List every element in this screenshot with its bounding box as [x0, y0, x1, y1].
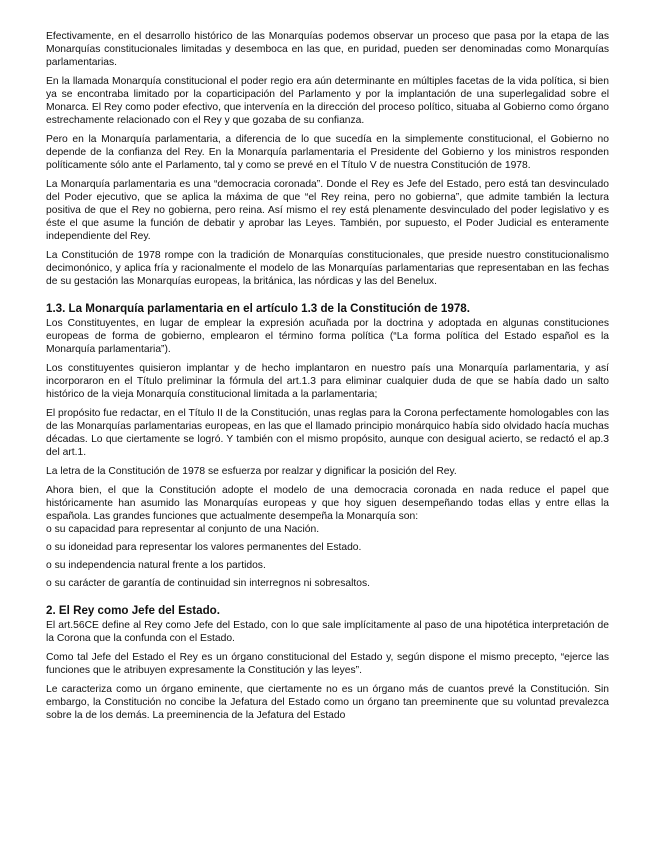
intro-paragraph-1: Efectivamente, en el desarrollo histórico de las Monarquías podemos observar un proceso que pasa por la etapa de las Monarquías constitucionales limitadas y desemboca en las que, en puridad, pueden ser denominadas como Monarquías parlamentarias. — [46, 31, 609, 68]
section-1-paragraph-2: Los constituyentes quisieron implantar y de hecho implantaron en nuestro país una Monarquía parlamentaria, y así incorporaron en el Título preliminar la fórmula del art.1.3 para eliminar cualquier duda de que se había dado un salto histórico de la vieja Monarquía constitucional limitada a la parlamentaria; — [46, 363, 609, 400]
function-list-item: o su idoneidad para representar los valores permanentes del Estado. — [46, 542, 362, 553]
section-2-paragraph-3: Le caracteriza como un órgano eminente, que ciertamente no es un órgano más de cuantos prevé la Constitución. Sin embargo, la Constitución no concibe la Jefatura del Estado como un órgano tan preeminente que su voluntad prevalezca sobre la de los demás. La preeminencia de la Jefatura del Estado — [46, 684, 609, 721]
function-list-item: o su independencia natural frente a los partidos. — [46, 560, 266, 571]
intro-paragraph-5: La Constitución de 1978 rompe con la tradición de Monarquías constitucionales, que preside nuestro constitucionalismo decimonónico, y aplica fría y racionalmente el modelo de las Monarquías parlamentarias que representaban en las fechas de su gestación las Monarquías europeas, la británica, las nórdicas y las del Benelux. — [46, 250, 609, 287]
intro-paragraph-3: Pero en la Monarquía parlamentaria, a diferencia de lo que sucedía en la simplemente constitucional, el Gobierno no depende de la confianza del Rey. En la Monarquía parlamentaria el Presidente del Gobierno y los ministros responden políticamente sólo ante el Parlamento, tal y como se prevé en el Título V de nuestra Constitución de 1978. — [46, 134, 609, 171]
section-1-paragraph-5: Ahora bien, el que la Constitución adopte el modelo de una democracia coronada en nada reduce el papel que históricamente han asumido las Monarquías europeas y que hoy siguen desempeñando todas ellas y entre ellas la española. Las grandes funciones que actualmente desempeña la Monarquía son: — [46, 485, 609, 522]
function-list-item: o su carácter de garantía de continuidad sin interregnos ni sobresaltos. — [46, 578, 370, 589]
intro-paragraph-4: La Monarquía parlamentaria es una “democracia coronada”. Donde el Rey es Jefe del Estado, pero está tan desvinculado del Poder ejecutivo, que se aplica la máxima de que “el Rey reina, pero no gobierna”, que admite también la lectura positiva de que el Rey no gobierna, pero reina. Así mismo el rey está plenamente desvinculado del poder legislativo y es éste el que asume la función de debatir y aprobar las Leyes. También, por supuesto, el Poder Judicial es enteramente independiente del Rey. — [46, 179, 609, 242]
intro-paragraph-2: En la llamada Monarquía constitucional el poder regio era aún determinante en múltiples facetas de la vida política, si bien ya se encontraba limitado por la coparticipación del Parlamento y por la implantación de una superlegalidad sobre el Monarca. El Rey como poder efectivo, que intervenía en la dirección del proceso político, situaba al Gobierno como órgano estrechamente relacionado con el Rey y que gozaba de su confianza. — [46, 76, 609, 126]
document-page — [46, 30, 609, 728]
section-1-paragraph-3: El propósito fue redactar, en el Título II de la Constitución, unas reglas para la Corona perfectamente homologables con las de las Monarquías parlamentarias europeas, en las que el llamado principio monárquico había sido olvidado hacía muchas décadas. Lo que ciertamente se logró. Y también con el mismo propósito, aunque con desigual acierto, se redactó el ap.3 del art.1. — [46, 408, 609, 458]
section-1-paragraph-4: La letra de la Constitución de 1978 se esfuerza por realzar y dignificar la posición del Rey. — [46, 466, 457, 477]
section-2-heading: 2. El Rey como Jefe del Estado. — [46, 604, 220, 617]
function-list-item: o su capacidad para representar al conjunto de una Nación. — [46, 524, 320, 535]
section-2-paragraph-2: Como tal Jefe del Estado el Rey es un órgano constitucional del Estado y, según dispone el mismo precepto, “ejerce las funciones que le atribuyen expresamente la Constitución y las leyes”. — [46, 652, 609, 676]
section-2-paragraph-1: El art.56CE define al Rey como Jefe del Estado, con lo que sale implícitamente al paso de una hipotética interpretación de la Corona que la confunda con el Estado. — [46, 620, 609, 644]
section-1-heading: 1.3. La Monarquía parlamentaria en el artículo 1.3 de la Constitución de 1978. — [46, 302, 470, 315]
section-1-paragraph-1: Los Constituyentes, en lugar de emplear la expresión acuñada por la doctrina y adoptada en algunas constituciones europeas de forma de gobierno, emplearon el término forma política (“La forma política del Estado español es la Monarquía parlamentaria”). — [46, 318, 609, 355]
